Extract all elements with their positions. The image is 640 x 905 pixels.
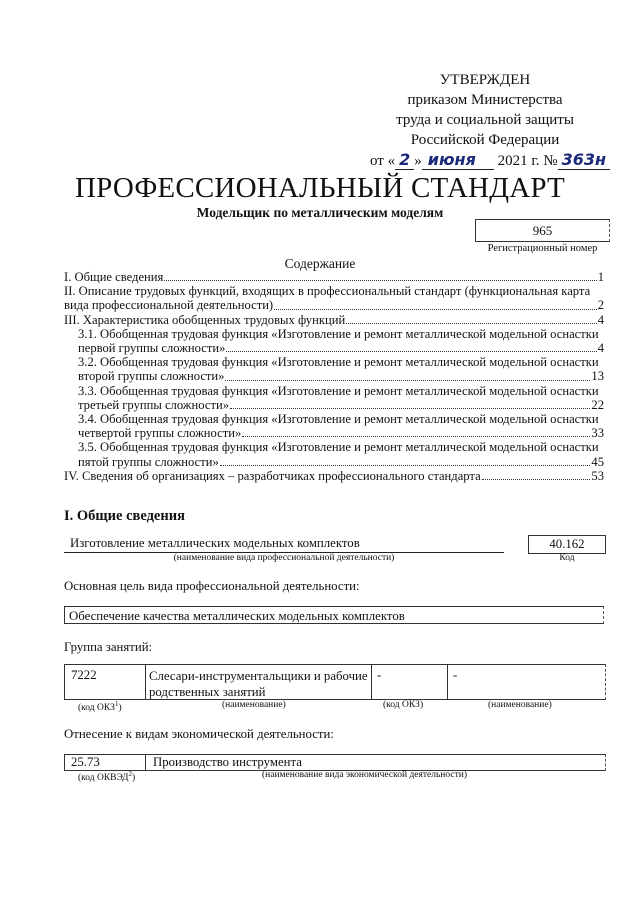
econ-activity-table — [64, 754, 606, 771]
toc-item[interactable]: III. Характеристика обобщенных трудовых функций 4 — [64, 312, 604, 327]
toc-item[interactable]: 3.4. Обобщенная трудовая функция «Изготовление и ремонт металлической модельной оснастки четвертой группы сложности» 33 — [78, 412, 604, 441]
date-year: 2021 г. № — [497, 153, 558, 169]
toc-item[interactable]: 3.5. Обобщенная трудовая функция «Изготовление и ремонт металлической модельной оснастки пятой группы сложности» 45 — [78, 440, 604, 469]
okz-code-caption-1: (код ОКЗ$^1$) — [78, 700, 122, 714]
okz-code-1: 7222 — [71, 668, 97, 682]
toc-item[interactable]: I. Общие сведения 1 — [64, 270, 604, 284]
approval-line4: Российской Федерации — [410, 132, 560, 148]
date-day: 2 — [395, 150, 414, 170]
toc-item[interactable]: IV. Сведения об организациях – разработчиках профессионального стандарта 53 — [64, 468, 604, 483]
okz-code-2: - — [377, 668, 382, 682]
okz-name-caption-1: (наименование) — [222, 700, 286, 710]
toc-item[interactable]: 3.3. Обобщенная трудовая функция «Изготовление и ремонт металлической модельной оснастки третьей группы сложности» 22 — [78, 383, 604, 412]
occupation-group-table — [64, 664, 606, 700]
page-subtitle: Модельщик по металлическим моделям — [196, 205, 444, 220]
okz-name-1: Слесари-инструментальщики и рабочие родственных занятий — [149, 669, 368, 699]
okz-name-2: - — [453, 668, 458, 682]
section-heading: I. Общие сведения — [64, 508, 185, 524]
registration-number-box: 965 — [475, 219, 610, 242]
date-month: июня — [422, 150, 494, 170]
date-mid: » — [414, 153, 422, 169]
toc-item[interactable]: 3.2. Обобщенная трудовая функция «Изготовление и ремонт металлической модельной оснастки второй группы сложности» 13 — [78, 355, 604, 384]
occupation-group-label: Группа занятий: — [64, 640, 153, 654]
okved-name: Производство инструмента — [153, 755, 302, 769]
econ-activity-label: Отнесение к видам экономической деятельности: — [64, 727, 334, 741]
toc-item[interactable]: II. Описание трудовых функций, входящих в профессиональный стандарт (функциональная карта вида профессиональной деятельности) 2 — [64, 284, 604, 313]
activity-code-box: 40.162 — [528, 535, 606, 554]
okz-code-caption-2: (код ОКЗ) — [383, 700, 424, 710]
registration-label: Регистрационный номер — [487, 243, 598, 254]
goal-value: Обеспечение качества металлических модельных комплектов — [64, 606, 604, 624]
okved-code-caption: (код ОКВЭД$^2$) — [78, 770, 136, 784]
approval-block — [370, 70, 607, 171]
approval-date — [370, 150, 607, 171]
table-of-contents — [64, 270, 604, 483]
okved-code: 25.73 — [71, 755, 100, 769]
activity-name: Изготовление металлических модельных комплектов — [64, 536, 504, 553]
approval-line2: приказом Министерства — [407, 92, 563, 108]
goal-label: Основная цель вида профессиональной деятельности: — [64, 579, 360, 593]
okz-name-caption-2: (наименование) — [488, 700, 552, 710]
date-prefix: от « — [370, 153, 396, 169]
code-caption: Код — [559, 553, 575, 563]
activity-caption: (наименование вида профессиональной деятельности) — [173, 553, 395, 563]
approval-line3: труда и социальной защиты — [396, 112, 574, 128]
okved-name-caption: (наименование вида экономической деятельности) — [262, 770, 467, 780]
page-title: ПРОФЕССИОНАЛЬНЫЙ СТАНДАРТ — [75, 172, 565, 204]
order-number: 363н — [558, 150, 610, 170]
approval-line1: УТВЕРЖДЕН — [439, 72, 531, 88]
toc-item[interactable]: 3.1. Обобщенная трудовая функция «Изготовление и ремонт металлической модельной оснастки первой группы сложности» 4 — [78, 326, 604, 356]
toc-heading: Содержание — [284, 256, 356, 271]
